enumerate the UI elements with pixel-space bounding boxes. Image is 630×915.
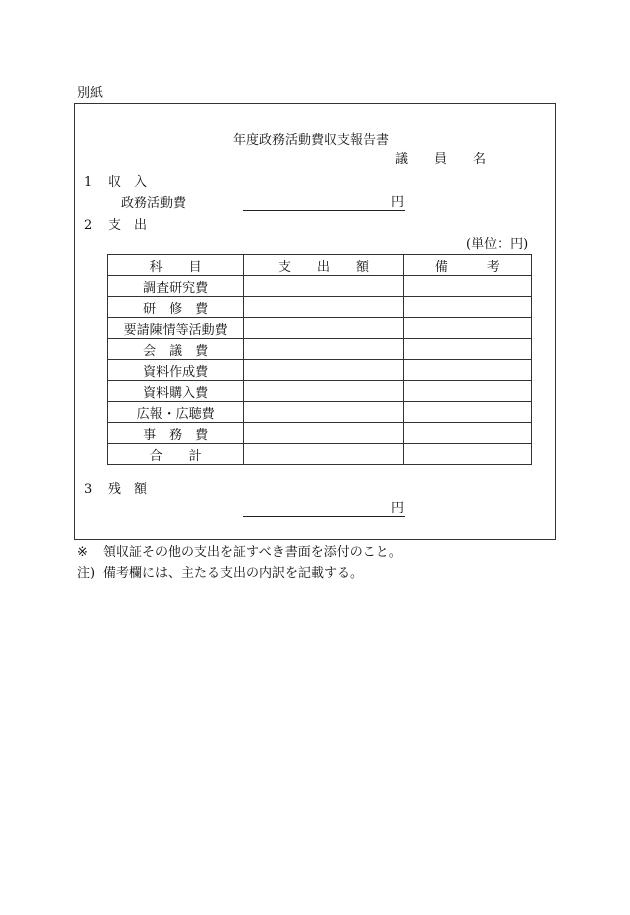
table-row <box>108 318 532 339</box>
remarks-cell[interactable] <box>403 276 531 297</box>
section1-title: 収 入 <box>108 175 148 190</box>
form-title: 年度政務活動費収支報告書 <box>233 133 390 148</box>
balance-amount-line <box>243 516 405 517</box>
expenditure-table <box>107 254 532 465</box>
note-text: 領収証その他の支出を証すべき書面を添付のこと。 <box>103 545 402 560</box>
row-subject: 会 議 費 <box>108 339 244 360</box>
table-row <box>108 339 532 360</box>
total-label: 合 計 <box>108 444 244 465</box>
header-amount: 支 出 額 <box>244 255 403 276</box>
table-row <box>108 402 532 423</box>
remarks-cell[interactable] <box>403 360 531 381</box>
table-row <box>108 381 532 402</box>
row-subject: 研 修 費 <box>108 297 244 318</box>
income-item-label: 政務活動費 <box>121 196 187 211</box>
section3-title: 残 額 <box>108 482 148 497</box>
section3-number: 3 <box>84 482 93 497</box>
total-row <box>108 444 532 465</box>
remarks-cell[interactable] <box>403 318 531 339</box>
amount-cell[interactable] <box>244 318 403 339</box>
note-mark: 注) <box>77 566 96 581</box>
total-amount-cell[interactable] <box>244 444 403 465</box>
row-subject: 資料購入費 <box>108 381 244 402</box>
remarks-cell[interactable] <box>403 402 531 423</box>
table-header-row <box>108 255 532 276</box>
section1-number: 1 <box>84 175 93 190</box>
income-unit: 円 <box>391 195 405 210</box>
remarks-cell[interactable] <box>403 423 531 444</box>
member-name-label: 議 員 名 <box>395 152 487 167</box>
balance-unit: 円 <box>391 501 405 516</box>
amount-cell[interactable] <box>244 339 403 360</box>
amount-cell[interactable] <box>244 360 403 381</box>
remarks-cell[interactable] <box>403 381 531 402</box>
header-subject: 科 目 <box>108 255 244 276</box>
table-row <box>108 276 532 297</box>
row-subject: 資料作成費 <box>108 360 244 381</box>
row-subject: 広報・広聴費 <box>108 402 244 423</box>
row-subject: 事 務 費 <box>108 423 244 444</box>
total-remarks-cell[interactable] <box>403 444 531 465</box>
header-remarks: 備 考 <box>403 255 531 276</box>
row-subject: 要請陳情等活動費 <box>108 318 244 339</box>
section2-title: 支 出 <box>108 218 148 233</box>
amount-cell[interactable] <box>244 381 403 402</box>
row-subject: 調査研究費 <box>108 276 244 297</box>
amount-cell[interactable] <box>244 276 403 297</box>
note-mark: ※ <box>77 545 88 560</box>
remarks-cell[interactable] <box>403 297 531 318</box>
table-row <box>108 297 532 318</box>
amount-cell[interactable] <box>244 297 403 318</box>
table-row <box>108 423 532 444</box>
remarks-cell[interactable] <box>403 339 531 360</box>
amount-cell[interactable] <box>244 402 403 423</box>
table-row <box>108 360 532 381</box>
note-text: 備考欄には、主たる支出の内訳を記載する。 <box>103 566 364 581</box>
unit-note: (単位：円) <box>466 237 529 252</box>
income-amount-line <box>243 210 405 211</box>
section2-number: 2 <box>84 218 93 233</box>
amount-cell[interactable] <box>244 423 403 444</box>
attachment-label: 別紙 <box>77 86 104 101</box>
